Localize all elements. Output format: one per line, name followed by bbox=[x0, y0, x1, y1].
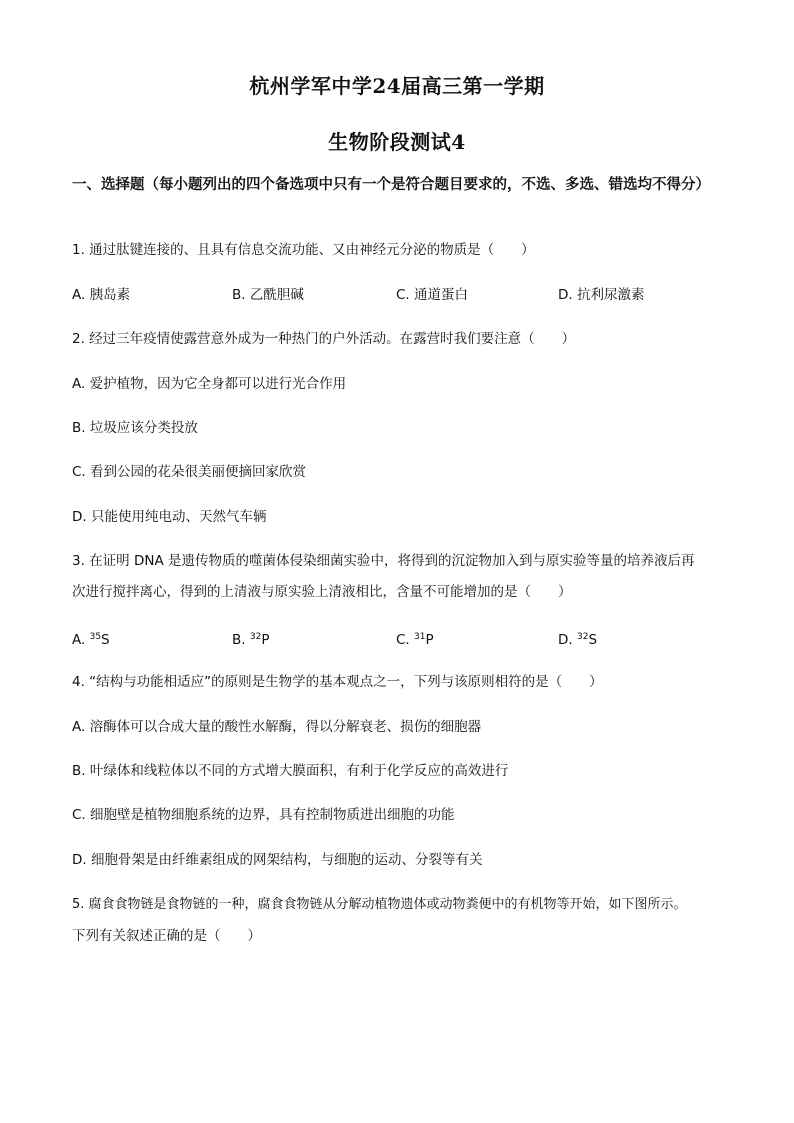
mass-number: 31 bbox=[414, 632, 426, 642]
question-2-option-c: C. 看到公园的花朵很美丽便摘回家欣赏 bbox=[72, 464, 307, 480]
question-1-stem: 1. 通过肽键连接的、且具有信息交流功能、又由神经元分泌的物质是（ ） bbox=[72, 242, 535, 258]
mass-number: 32 bbox=[576, 632, 589, 642]
question-3-option-a bbox=[72, 628, 110, 649]
option-letter: A. bbox=[72, 632, 90, 648]
question-2-stem: 2. 经过三年疫情使露营意外成为一种热门的户外活动。在露营时我们要注意（ ） bbox=[72, 331, 576, 347]
question-3-option-b bbox=[232, 628, 269, 649]
option-letter: C. bbox=[396, 632, 415, 648]
element-symbol: S bbox=[588, 632, 598, 648]
question-5-stem-line-2: 下列有关叙述正确的是（ ） bbox=[72, 928, 261, 944]
question-3-stem-line-1: 3. 在证明 DNA 是遗传物质的噬菌体侵染细菌实验中，将得到的沉淀物加入到与原实验等量的培养液后再 bbox=[72, 553, 695, 569]
element-symbol: P bbox=[425, 632, 434, 648]
option-letter: B. bbox=[232, 632, 250, 648]
option-letter: D. bbox=[558, 632, 577, 648]
question-1-option-c: C. 通道蛋白 bbox=[396, 287, 469, 303]
question-4-option-d: D. 细胞骨架是由纤维素组成的网架结构，与细胞的运动、分裂等有关 bbox=[72, 852, 483, 868]
question-1-option-a: A. 胰岛素 bbox=[72, 287, 131, 303]
page-title: 杭州学军中学24届高三第一学期 bbox=[249, 74, 545, 98]
question-1-option-b: B. 乙酰胆碱 bbox=[232, 287, 304, 303]
question-5-stem-line-1: 5. 腐食食物链是食物链的一种，腐食食物链从分解动植物遗体或动物粪便中的有机物等开始，如下图所示。 bbox=[72, 897, 687, 912]
question-3-stem-line-2: 次进行搅拌离心，得到的上清液与原实验上清液相比，含量不可能增加的是（ ） bbox=[72, 584, 572, 600]
mass-number: 35 bbox=[89, 632, 102, 642]
question-3-option-d bbox=[558, 628, 597, 649]
question-2-option-a: A. 爱护植物，因为它全身都可以进行光合作用 bbox=[72, 376, 347, 392]
question-4-option-b: B. 叶绿体和线粒体以不同的方式增大膜面积，有利于化学反应的高效进行 bbox=[72, 763, 509, 779]
question-4-option-c: C. 细胞壁是植物细胞系统的边界，具有控制物质进出细胞的功能 bbox=[72, 807, 455, 823]
question-2-option-d: D. 只能使用纯电动、天然气车辆 bbox=[72, 509, 267, 525]
question-4-stem: 4. “结构与功能相适应”的原则是生物学的基本观点之一，下列与该原则相符的是（ ） bbox=[72, 674, 603, 690]
question-2-option-b: B. 垃圾应该分类投放 bbox=[72, 420, 198, 436]
section-heading: 一、选择题（每小题列出的四个备选项中只有一个是符合题目要求的，不选、多选、错选均不得分） bbox=[72, 176, 710, 193]
page-subtitle: 生物阶段测试4 bbox=[328, 130, 466, 154]
question-3-option-c bbox=[396, 628, 434, 649]
element-symbol: S bbox=[101, 632, 110, 648]
question-4-option-a: A. 溶酶体可以合成大量的酸性水解酶，得以分解衰老、损伤的细胞器 bbox=[72, 719, 482, 735]
question-1-option-d: D. 抗利尿激素 bbox=[558, 287, 645, 303]
mass-number: 32 bbox=[249, 632, 262, 642]
element-symbol: P bbox=[261, 632, 270, 648]
